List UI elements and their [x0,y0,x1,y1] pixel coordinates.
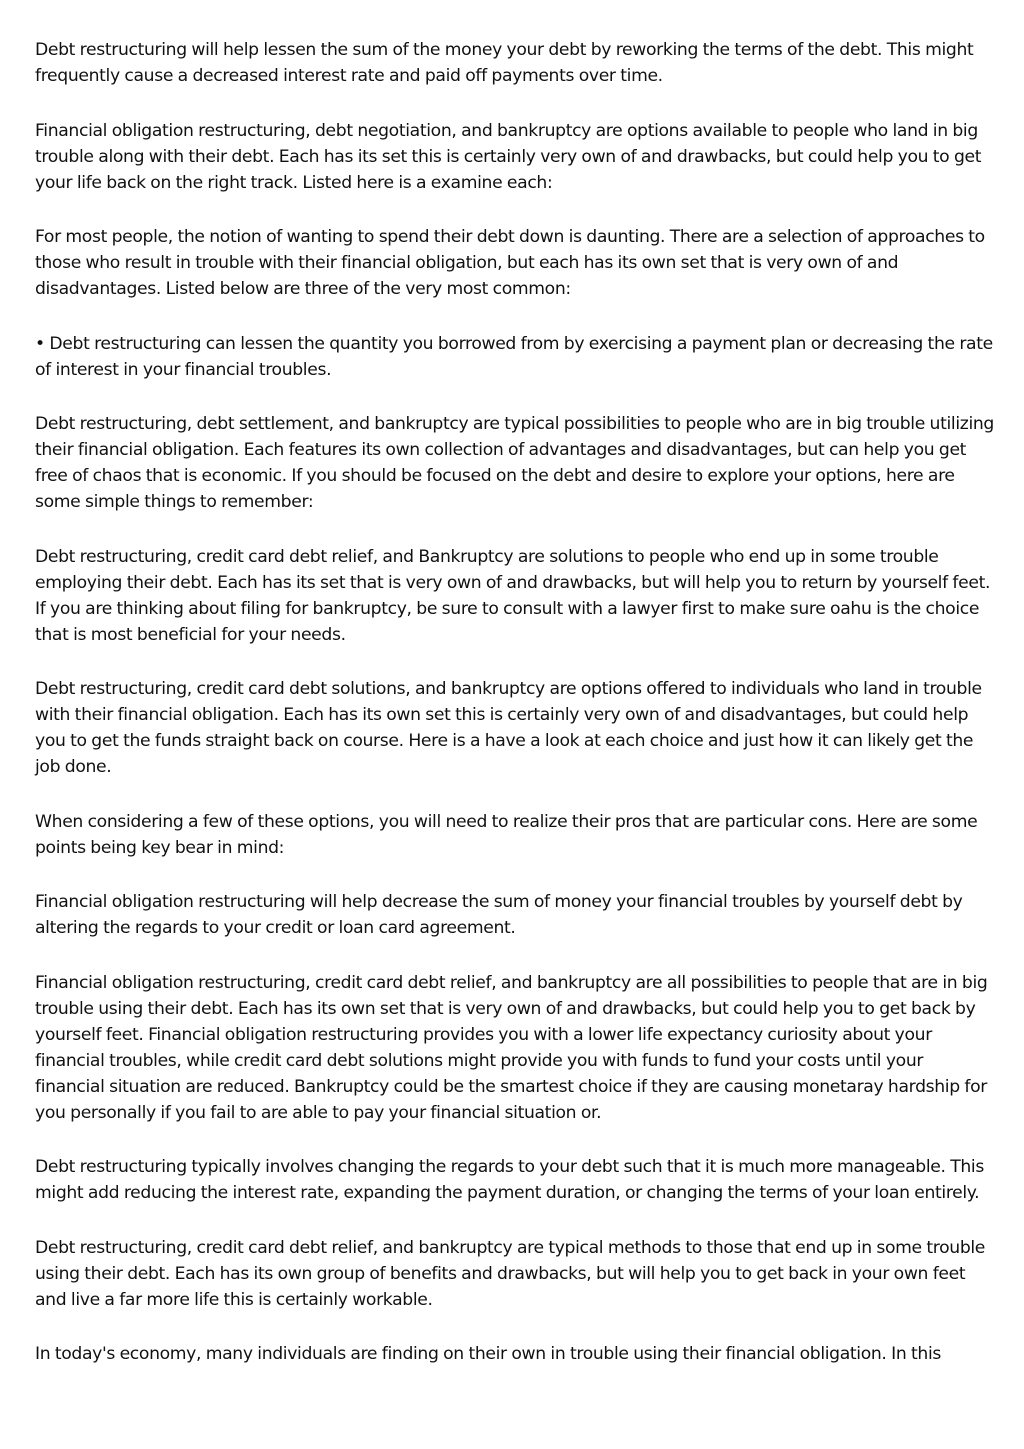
paragraph: Debt restructuring, credit card debt relief, and Bankruptcy are solutions to people who end up in some trouble employing their debt. Each has its set that is very own of and drawbacks, but will help you to return by yourself feet. If you are thinking about filing for bankruptcy, be sure to consult with a lawyer first to make sure oahu is the choice that is most beneficial for your needs. [35,546,991,645]
paragraph: Debt restructuring, credit card debt relief, and bankruptcy are typical methods to those that end up in some trouble using their debt. Each has its own group of benefits and drawbacks, but will help you to get back in your own feet and live a far more life this is certainly workable. [35,1237,986,1310]
bullet-paragraph: • Debt restructuring can lessen the quantity you borrowed from by exercising a payment plan or decreasing the rate of interest in your financial troubles. [35,333,993,380]
document-body [35,37,995,1367]
paragraph: Debt restructuring, debt settlement, and bankruptcy are typical possibilities to people who are in big trouble utilizing their financial obligation. Each features its own collection of advantages and disadvantages, but can help you get free of chaos that is economic. If you should be focused on the debt and desire to explore your options, here are some simple things to remember: [35,414,994,512]
paragraph: Debt restructuring will help lessen the sum of the money your debt by reworking the terms of the debt. This might frequently cause a decreased interest rate and paid off payments over time. [35,40,974,86]
paragraph: Financial obligation restructuring will help decrease the sum of money your financial troubles by yourself debt by altering the regards to your credit or loan card agreement. [35,892,963,938]
paragraph: Financial obligation restructuring, credit card debt relief, and bankruptcy are all possibilities to people that are in big trouble using their debt. Each has its own set that is very own of and drawbacks, but could help you to get back by yourself feet. Financial obligation restructuring provides you with a lower life expectancy curiosity about your financial troubles, while credit card debt solutions might provide you with funds to fund your costs until your financial situation are reduced. Bankruptcy could be the smartest choice if they are causing monetaray hardship for you personally if you fail to are able to pay your financial situation or. [35,972,988,1123]
paragraph: Financial obligation restructuring, debt negotiation, and bankruptcy are options available to people who land in big trouble along with their debt. Each has its set this is certainly very own of and drawbacks, but could help you to get your life back on the right track. Listed here is a examine each: [35,120,982,193]
paragraph: Debt restructuring, credit card debt solutions, and bankruptcy are options offered to individuals who land in trouble with their financial obligation. Each has its own set this is certainly very own of and disadvantages, but could help you to get the funds straight back on course. Here is a have a look at each choice and just how it can likely get the job done. [35,679,982,777]
paragraph: For most people, the notion of wanting to spend their debt down is daunting. There are a selection of approaches to those who result in trouble with their financial obligation, but each has its own set that is very own of and disadvantages. Listed below are three of the very most common: [35,227,985,299]
paragraph: In today's economy, many individuals are finding on their own in trouble using their financial obligation. In this [35,1344,941,1364]
paragraph: When considering a few of these options, you will need to realize their pros that are particular cons. Here are some points being key bear in mind: [35,811,978,858]
paragraph: Debt restructuring typically involves changing the regards to your debt such that it is much more manageable. This might add reducing the interest rate, expanding the payment duration, or changing the terms of your loan entirely. [35,1157,984,1203]
